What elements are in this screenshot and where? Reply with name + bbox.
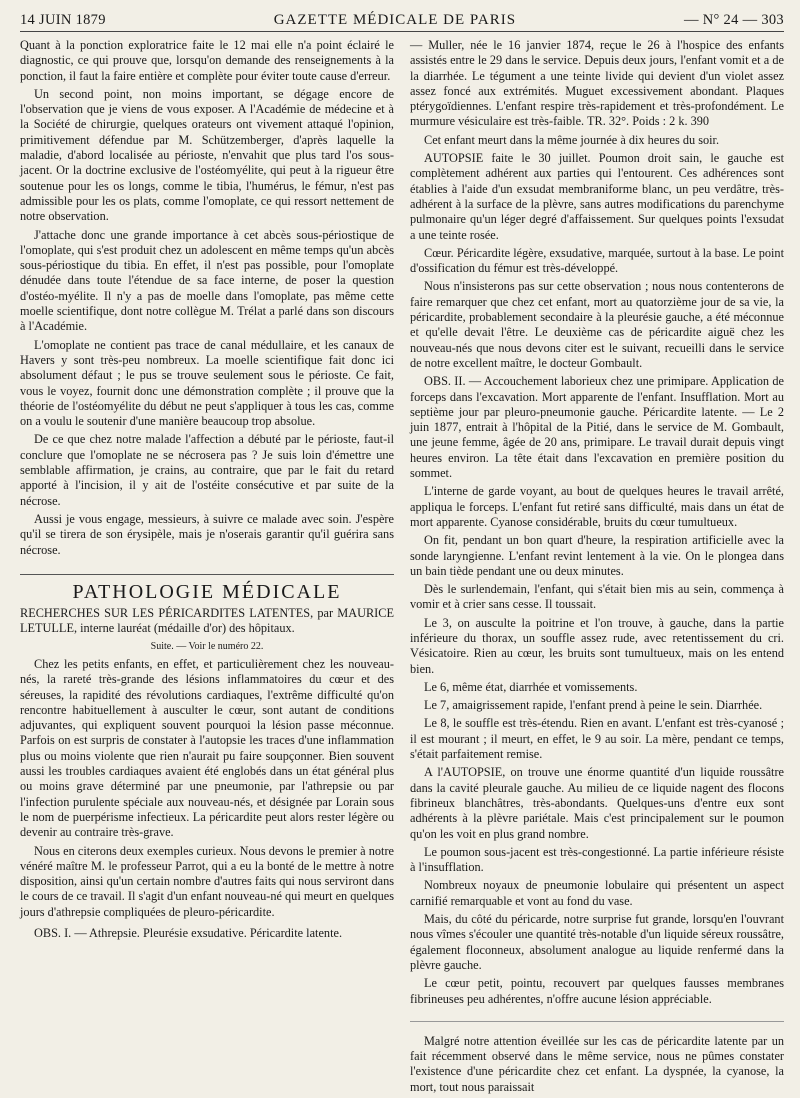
paragraph: Le 3, on ausculte la poitrine et l'on trouve, à gauche, dans la partie inférieure du thorax, un souffle assez rude, avec retentissement du cri. Vésicatoire. Rien au cœur, les bruits sont tumultueux, mais on les entend bien. [410, 615, 784, 676]
paragraph: Mais, du côté du péricarde, notre surprise fut grande, lorsqu'en l'ouvrant nous vîmes s'écouler une quantité très-notable d'un liquide séreux roussâtre, également floconneux, absolument analogue au liquide renfermé dans la plèvre gauche. [410, 912, 784, 972]
journal-title: GAZETTE MÉDICALE DE PARIS [273, 12, 517, 28]
paragraph: Chez les petits enfants, en effet, et particulièrement chez les nouveau-nés, la rareté très-grande des lésions inflammatoires du cœur et des séreuses, la rapidité des révolutions cardiaques, l'extrême difficulté qu'on rencontre habituellement à ausculter le cœur, sont autant de conditions adjuvantes, qui expliquent souvent pourquoi la lésion passe méconnue. Parfois on est surpris de constater à l'autopsie les traces d'une inflammation plus ou moins violente que rien n'aurait pu faire soupçonner. Bien souvent aussi les troubles cardiaques avaient été englobés dans un état général plus ou moins grave déterminé par une pneumonie, par l'athrepsie ou par l'infection purulente spéciale aux nouveau-nés, et désignée par Lorain sous le nom de puerpérisme infectieux. La péricardite peut alors rester légère ou devenir au contraire très-grave. [20, 656, 394, 840]
section-divider [20, 574, 394, 575]
page-number: 303 [761, 12, 784, 28]
paragraph: — Muller, née le 16 janvier 1874, reçue le 26 à l'hospice des enfants assistés entre le 29 dans le service. Depuis deux jours, l'enfant vomit et a de la diarrhée. Le tégument a une teinte livide qui devient d'un violet assez assez foncé aux extrémités. Muguet excessivement abondant. Plaques ptérygoïdiennes. L'enfant respire très-rapidement et très-profondément. Le murmure vésiculaire est très-faible. TR. 32°. Poids : 2 k. 390 [410, 38, 784, 129]
page-header [20, 12, 784, 32]
paragraph: OBS. II. — Accouchement laborieux chez une primipare. Application de forceps dans l'excavation. Mort apparente de l'enfant. Insufflation. Mort au septième jour par pleuro-pneumonie gauche. Péricardite latente. — Le 2 juin 1877, entrait à l'hôpital de la Pitié, dans le service de M. Gombault, une jeune femme, âgée de 20 ans, primipare. Le travail durait depuis vingt heures environ. La tête était dans l'excavation en première position du sommet. [410, 374, 784, 481]
observation-heading: OBS. I. — Athrepsie. Pleurésie exsudative. Péricardite latente. [34, 926, 343, 941]
paragraph: Malgré notre attention éveillée sur les cas de péricardite latente par un fait récemment observé dans le même service, nous ne pûmes constater l'existence d'une péricardite chez cet enfant. La dyspnée, la cyanose, la mort, tout nous paraissait [410, 1033, 784, 1094]
paragraph: Nombreux noyaux de pneumonie lobulaire qui présentent un aspect carnifié remarquable et vont au fond du vase. [410, 878, 784, 908]
issue-number: — N° 24 — [684, 12, 758, 28]
column-separator [410, 1021, 784, 1022]
paragraph: L'interne de garde voyant, au bout de quelques heures le travail arrêté, appliqua le forceps. L'enfant fut retiré sans difficulté, mais dans un état de mort apparente. Cyanose considérable, bruits du cœur tumultueux. [410, 484, 784, 529]
paragraph: Le 6, même état, diarrhée et vomissements. [424, 679, 638, 694]
paragraph: Un second point, non moins important, se dégage encore de l'observation que je viens de vous exposer. A l'Académie de médecine et à la Société de chirurgie, quelques orateurs ont vivement attaqué l'opinion, primitivement défendue par M. Schützemberger, d'après laquelle la maladie, d'abord localisée au périoste, n'envahit que plus tard l'os sous-jacent. Or la doctrine exclusive de l'ostéomyélite, qui peut à la rigueur être soutenue pour les os longs, comme le tibia, l'humérus, le fémur, n'est pas admissible pour les os plats, comme l'omoplate, ce qui ressort nettement de notre observation. [20, 86, 394, 224]
paragraph: Nous n'insisterons pas sur cette observation ; nous nous contenterons de faire remarquer que chez cet enfant, mort au quatorzième jour de sa vie, la péricardite, probablement secondaire à la pleurésie gauche, a été méconnue et qu'elle devait l'être. Le deuxième cas de péricardite aiguë chez les nouveau-nés que nous devons citer est le suivant, recueilli dans le service de notre excellent maître, le docteur Gombault. [410, 279, 784, 370]
left-column [20, 38, 394, 1098]
paragraph: Le cœur petit, pointu, recouvert par quelques fausses membranes fibrineuses peu adhérentes, n'offre aucune lésion appréciable. [410, 976, 784, 1006]
paragraph: Le 7, amaigrissement rapide, l'enfant prend à peine le sein. Diarrhée. [424, 698, 763, 713]
paragraph: AUTOPSIE faite le 30 juillet. Poumon droit sain, le gauche est complètement adhérent aux parties qui l'entourent. Ces adhérences sont établies à l'aide d'un exsudat membraniforme blanc, un peu verdâtre, très-adhérent à la surface de la plèvre, sans autres modifications du parenchyme pulmonaire qu'un léger degré d'affaissement. Sur quelques points l'exsudat a une teinte rosée. [410, 151, 784, 242]
page-number-block [684, 12, 784, 29]
paragraph: Quant à la ponction exploratrice faite le 12 mai elle n'a point éclairé le diagnostic, ce qui prouve que, lorsqu'on demande des renseignements à la ponction, il faut la faire entière et complète pour éviter toute cause d'erreur. [20, 38, 394, 83]
paragraph: Nous en citerons deux exemples curieux. Nous devons le premier à notre vénéré maître M. le professeur Parrot, qui a eu la bonté de le mettre à notre disposition, ainsi qu'un certain nombre d'autres faits qui nous serviront dans le cours de ce travail. Il s'agit d'un enfant nouveau-né qui meurt en quelques jours d'athrepsie compliquées de pleuro-péricardite. [20, 843, 394, 919]
paragraph: On fit, pendant un bon quart d'heure, la respiration artificielle avec la sonde laryngienne. L'enfant revint lentement à la vie. On le plongea dans un bain tiède pendant une ou deux minutes. [410, 533, 784, 578]
right-column [410, 38, 784, 1098]
continuation-note: Suite. — Voir le numéro 22. [150, 640, 264, 652]
article-byline: RECHERCHES SUR LES PÉRICARDITES LATENTES, par MAURICE LETULLE, interne lauréat (médaille d'or) des hôpitaux. [20, 606, 394, 636]
paragraph: De ce que chez notre malade l'affection a débuté par le périoste, faut-il conclure que l'omoplate ne se nécrosera pas ? Je suis loin d'émettre une semblable affirmation, je crains, au contraire, que par le fait du retard apporté à l'incision, il y ait de l'ostéite consécutive et par suite de la nécrose. [20, 432, 394, 508]
paragraph: Le 8, le souffle est très-étendu. Rien en avant. L'enfant est très-cyanosé ; il est mourant ; il meurt, en effet, le 9 au soir. La mère, pendant ce temps, s'était parfaitement remise. [410, 716, 784, 762]
section-title: PATHOLOGIE MÉDICALE [72, 580, 342, 603]
paragraph: Le poumon sous-jacent est très-congestionné. La partie inférieure résiste à l'insufflation. [410, 844, 784, 875]
paragraph: A l'AUTOPSIE, on trouve une énorme quantité d'un liquide roussâtre dans la cavité pleurale gauche. Au milieu de ce liquide nagent des flocons fibrineux blanchâtres, très-abondants. Quelques-uns d'entre eux sont adhérents à la plèvre pariétale. Mais c'est principalement sur le poumon qu'on les voit en plus grand nombre. [410, 765, 784, 841]
text-columns [20, 38, 784, 1098]
issue-date: 14 JUIN 1879 [20, 12, 106, 28]
paragraph: Dès le surlendemain, l'enfant, qui s'était bien mis au sein, commença à vomir et à crier sans cesse. Il toussait. [410, 582, 784, 612]
paragraph: Cœur. Péricardite légère, exsudative, marquée, surtout à la base. Le point d'ossification du fémur est très-développé. [410, 245, 784, 276]
paragraph: L'omoplate ne contient pas trace de canal médullaire, et les canaux de Havers y sont très-peu nombreux. La moelle scientifique fait donc ici absolument défaut ; le pus se trouve seulement sous le périoste. Ce fait, vous le voyez, fournit donc une démonstration complète ; il prouve que la théorie de l'ostéomyélite du début ne peut s'appliquer à tous les cas, comme on a voulu le soutenir d'une manière beaucoup trop absolue. [20, 337, 394, 429]
paragraph: Aussi je vous engage, messieurs, à suivre ce malade avec soin. J'espère qu'il se tirera de son érysipèle, mais je n'oserais garantir qu'il guérira sans nécrose. [20, 511, 394, 557]
paragraph: Cet enfant meurt dans la même journée à dix heures du soir. [424, 132, 720, 147]
paragraph: J'attache donc une grande importance à cet abcès sous-périostique de l'omoplate, qui s'est produit chez un adolescent en même temps qu'un abcès sous-périostique du tibia. En effet, il n'est pas possible, pour l'omoplate dénudée dans toute l'étendue de sa face interne, de poser la question d'ostéo-myélite. Il n'y a pas de moelle dans l'omoplate, pas même cette moelle scientifique, dont notre collègue M. Trélat a parlé dans son discours à l'Académie. [20, 227, 394, 334]
